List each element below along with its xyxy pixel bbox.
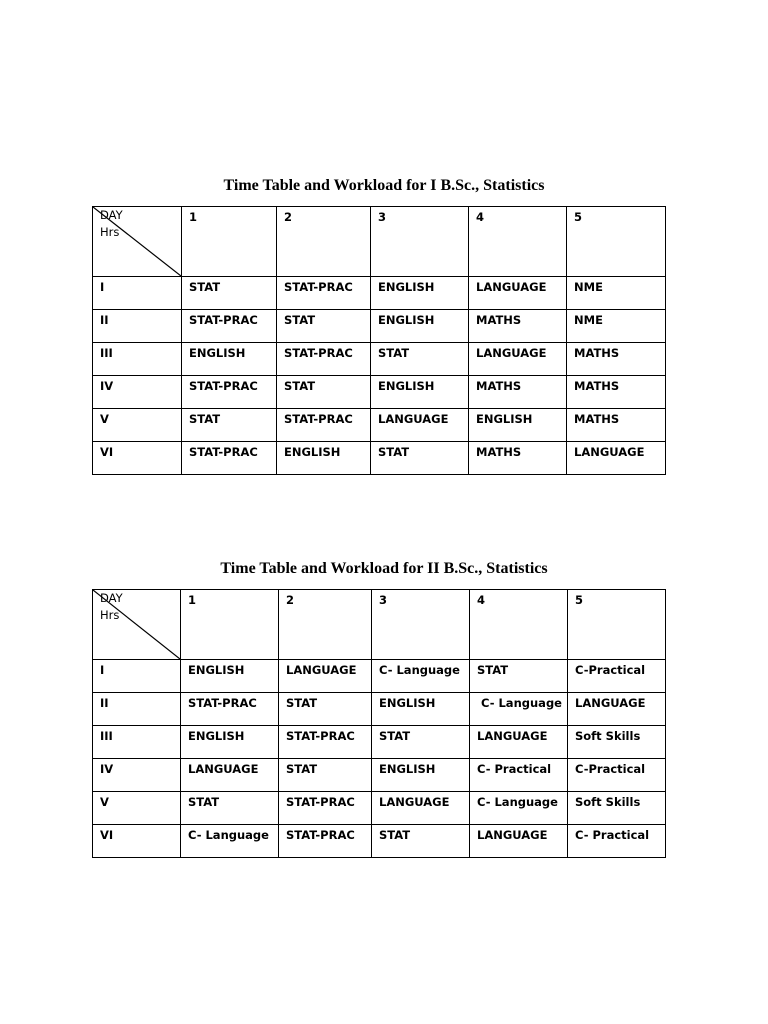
day-label: IV [93, 376, 182, 409]
hour-header: 5 [567, 207, 666, 277]
subject-cell: ENGLISH [181, 726, 279, 759]
subject-cell: Soft Skills [568, 792, 666, 825]
table-row [93, 277, 666, 310]
hour-header: 2 [279, 590, 372, 660]
day-label: I [93, 660, 181, 693]
subject-cell: LANGUAGE [371, 409, 469, 442]
table-row [93, 792, 666, 825]
table-2-title: Time Table and Workload for II B.Sc., Statistics [220, 560, 548, 577]
subject-cell: LANGUAGE [469, 343, 567, 376]
subject-cell: C-Practical [568, 660, 666, 693]
subject-cell: STAT-PRAC [279, 792, 372, 825]
subject-cell: ENGLISH [372, 693, 470, 726]
subject-cell: ENGLISH [182, 343, 277, 376]
subject-cell: C- Language [372, 660, 470, 693]
table-row [93, 409, 666, 442]
subject-cell: LANGUAGE [567, 442, 666, 475]
table-row [93, 726, 666, 759]
table-row [93, 376, 666, 409]
subject-cell: C- Practical [470, 759, 568, 792]
day-label: IV [93, 759, 181, 792]
subject-cell: STAT [181, 792, 279, 825]
subject-cell: STAT-PRAC [182, 442, 277, 475]
corner-cell [93, 207, 182, 277]
day-label: V [93, 792, 181, 825]
subject-cell: LANGUAGE [470, 825, 568, 858]
corner-hrs-label: Hrs [100, 608, 120, 622]
subject-cell: LANGUAGE [469, 277, 567, 310]
corner-hrs-label: Hrs [100, 225, 120, 239]
subject-cell: ENGLISH [371, 277, 469, 310]
hour-header: 1 [181, 590, 279, 660]
hour-header: 2 [277, 207, 371, 277]
subject-cell: C- Language [470, 792, 568, 825]
subject-cell: LANGUAGE [279, 660, 372, 693]
subject-cell: STAT [372, 825, 470, 858]
subject-cell: STAT-PRAC [279, 825, 372, 858]
subject-cell: ENGLISH [469, 409, 567, 442]
subject-cell: STAT-PRAC [277, 409, 371, 442]
subject-cell: LANGUAGE [181, 759, 279, 792]
subject-cell: STAT-PRAC [277, 277, 371, 310]
subject-cell: STAT-PRAC [182, 376, 277, 409]
header-row [93, 207, 666, 277]
table-row [93, 343, 666, 376]
subject-cell: STAT-PRAC [181, 693, 279, 726]
subject-cell: MATHS [469, 310, 567, 343]
subject-cell: STAT-PRAC [279, 726, 372, 759]
table-row [93, 442, 666, 475]
hour-header: 1 [182, 207, 277, 277]
subject-cell: ENGLISH [181, 660, 279, 693]
subject-cell: ENGLISH [371, 310, 469, 343]
hour-header: 3 [372, 590, 470, 660]
hour-header: 5 [568, 590, 666, 660]
subject-cell: MATHS [567, 343, 666, 376]
corner-day-label: DAY [100, 591, 123, 605]
subject-cell: STAT [279, 759, 372, 792]
table-row [93, 693, 666, 726]
subject-cell: C- Language [181, 825, 279, 858]
subject-cell: STAT [371, 442, 469, 475]
day-label: V [93, 409, 182, 442]
table-row [93, 759, 666, 792]
day-label: VI [93, 825, 181, 858]
subject-cell: STAT [182, 277, 277, 310]
hour-header: 4 [470, 590, 568, 660]
subject-cell: STAT [279, 693, 372, 726]
table-1-title: Time Table and Workload for I B.Sc., Statistics [223, 177, 545, 194]
day-label: II [93, 310, 182, 343]
subject-cell: MATHS [567, 376, 666, 409]
table-row [93, 825, 666, 858]
subject-cell: MATHS [469, 442, 567, 475]
subject-cell: STAT [371, 343, 469, 376]
subject-cell: ENGLISH [277, 442, 371, 475]
subject-cell: NME [567, 277, 666, 310]
day-label: III [93, 343, 182, 376]
corner-day-label: DAY [100, 208, 123, 222]
timetable-1 [92, 206, 666, 475]
subject-cell: STAT-PRAC [277, 343, 371, 376]
subject-cell: STAT [182, 409, 277, 442]
subject-cell: STAT [372, 726, 470, 759]
table-row [93, 310, 666, 343]
subject-cell: STAT [277, 310, 371, 343]
hour-header: 3 [371, 207, 469, 277]
day-label: I [93, 277, 182, 310]
day-label: III [93, 726, 181, 759]
subject-cell: C- Practical [568, 825, 666, 858]
subject-cell: MATHS [567, 409, 666, 442]
subject-cell: LANGUAGE [372, 792, 470, 825]
table-row [93, 660, 666, 693]
corner-cell [93, 590, 181, 660]
subject-cell: C-Practical [568, 759, 666, 792]
header-row [93, 590, 666, 660]
subject-cell: ENGLISH [372, 759, 470, 792]
day-label: VI [93, 442, 182, 475]
subject-cell: C- Language [470, 693, 568, 726]
subject-cell: NME [567, 310, 666, 343]
subject-cell: LANGUAGE [470, 726, 568, 759]
subject-cell: STAT [470, 660, 568, 693]
subject-cell: Soft Skills [568, 726, 666, 759]
timetable-2 [92, 589, 666, 858]
subject-cell: ENGLISH [371, 376, 469, 409]
subject-cell: MATHS [469, 376, 567, 409]
subject-cell: LANGUAGE [568, 693, 666, 726]
subject-cell: STAT-PRAC [182, 310, 277, 343]
subject-cell: STAT [277, 376, 371, 409]
hour-header: 4 [469, 207, 567, 277]
day-label: II [93, 693, 181, 726]
